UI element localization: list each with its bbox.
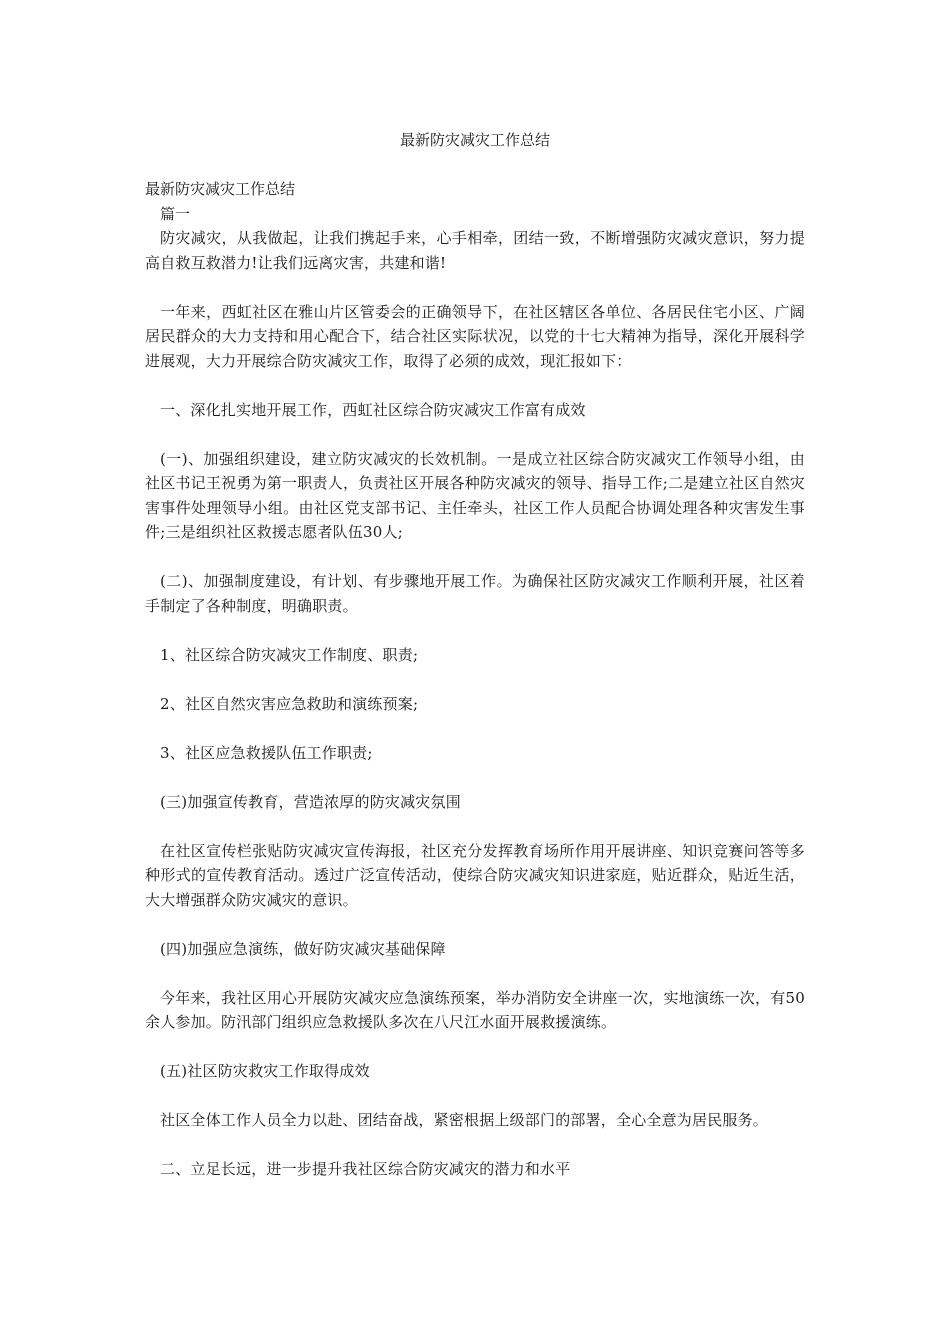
paragraph: 一年来，西虹社区在雅山片区管委会的正确领导下，在社区辖区各单位、各居民住宅小区、广阔居民群众的大力支持和用心配合下，结合社区实际状况，以党的十七大精神为指导，深化开展科学进展观，大力开展综合防灾减灾工作，取得了必须的成效，现汇报如下： [145,302,805,370]
section-heading: 一、深化扎实地开展工作，西虹社区综合防灾减灾工作富有成效 [160,400,586,419]
subsection-heading: (四)加强应急演练，做好防灾减灾基础保障 [160,939,446,958]
paragraph: 社区全体工作人员全力以赴、团结奋战，紧密根据上级部门的部署，全心全意为居民服务。 [160,1111,769,1129]
paragraph: 今年来，我社区用心开展防灾减灾应急演练预案，举办消防安全讲座一次，实地演练一次，有50余人参加。防汛部门组织应急救援队多次在八尺江水面开展救援演练。 [145,988,805,1031]
list-item: 3、社区应急救援队伍工作职责; [160,743,373,762]
section-heading: 二、立足长远，进一步提升我社区综合防灾减灾的潜力和水平 [160,1160,571,1178]
list-item: 2、社区自然灾害应急救助和演练预案; [160,694,419,713]
document-subtitle: 最新防灾减灾工作总结 [145,180,296,198]
paragraph: 防灾减灾，从我做起，让我们携起手来，心手相牵，团结一致，不断增强防灾减灾意识，努力提高自救互救潜力!让我们远离灾害，共建和谐! [145,229,805,272]
paragraph: (一)、加强组织建设，建立防灾减灾的长效机制。一是成立社区综合防灾减灾工作领导小组，由社区书记王祝勇为第一职责人，负责社区开展各种防灾减灾的领导、指导工作;二是建立社区自然灾害事件处理领导小组。由社区党支部书记、主任牵头，社区工作人员配合协调处理各种灾害发生事件;三是组织社区救援志愿者队伍30人; [145,449,805,541]
subsection-heading: (三)加强宣传教育，营造浓厚的防灾减灾氛围 [160,792,461,811]
paragraph: 在社区宣传栏张贴防灾减灾宣传海报，社区充分发挥教育场所作用开展讲座、知识竞赛问答等多种形式的宣传教育活动。透过广泛宣传活动，使综合防灾减灾知识进家庭，贴近群众，贴近生活，大大增强群众防灾减灾的意识。 [145,841,805,909]
subsection-heading: (五)社区防灾救灾工作取得成效 [160,1062,370,1080]
list-item: 1、社区综合防灾减灾工作制度、职责; [160,645,419,664]
paragraph: (二)、加强制度建设，有计划、有步骤地开展工作。为确保社区防灾减灾工作顺利开展，社区着手制定了各种制度，明确职责。 [145,572,805,615]
document-title: 最新防灾减灾工作总结 [399,131,550,149]
section-label: 篇一 [160,204,191,223]
document-body [145,177,805,1182]
